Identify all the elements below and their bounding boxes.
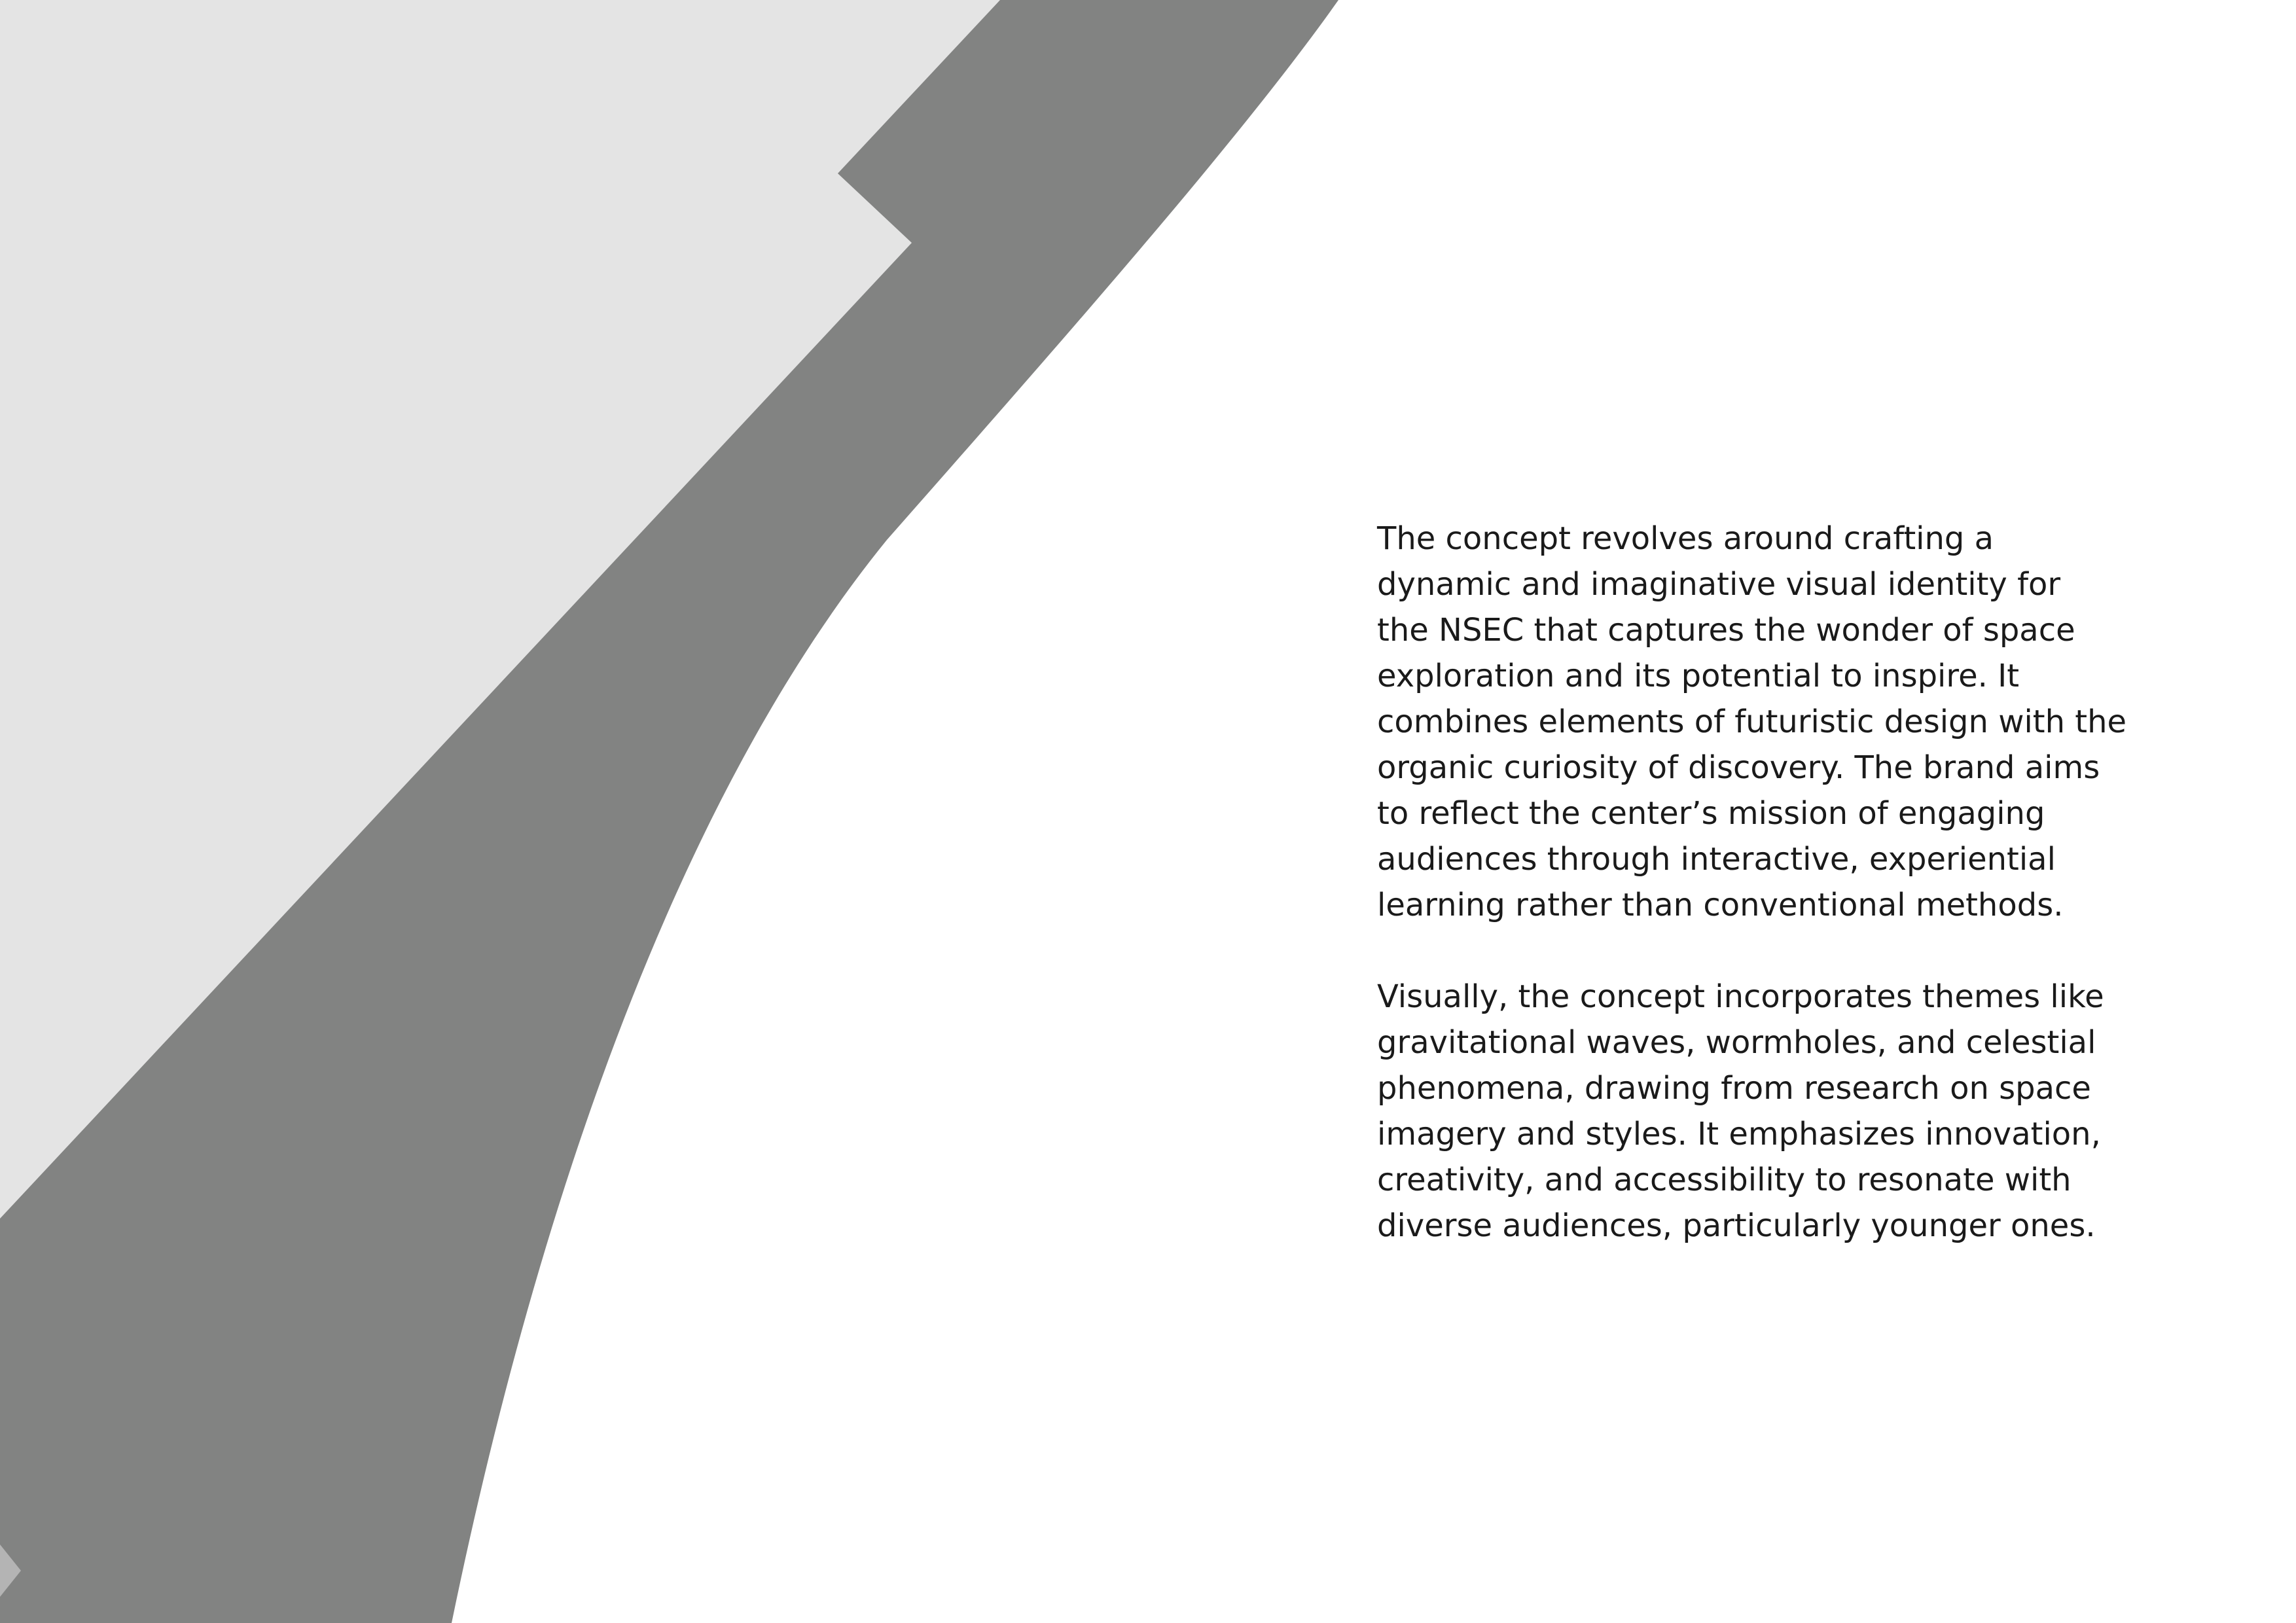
concept-description xyxy=(1377,516,2248,1249)
paragraph-concept-intro: The concept revolves around crafting a dynamic and imaginative visual identity for the NSEC that captures the wonder of space exploration and its potential to inspire. It combines elements of futuristic design with the organic curiosity of discovery. The brand aims to reflect the center’s mission of engaging audiences through interactive, experiential learning rather than conventional methods. xyxy=(1377,520,2127,923)
paragraph-visual-themes: Visually, the concept incorporates themes like gravitational waves, wormholes, and celestial phenomena, drawing from research on space imagery and styles. It emphasizes innovation, creativity, and accessibility to resonate with diverse audiences, particularly younger ones. xyxy=(1377,978,2104,1244)
